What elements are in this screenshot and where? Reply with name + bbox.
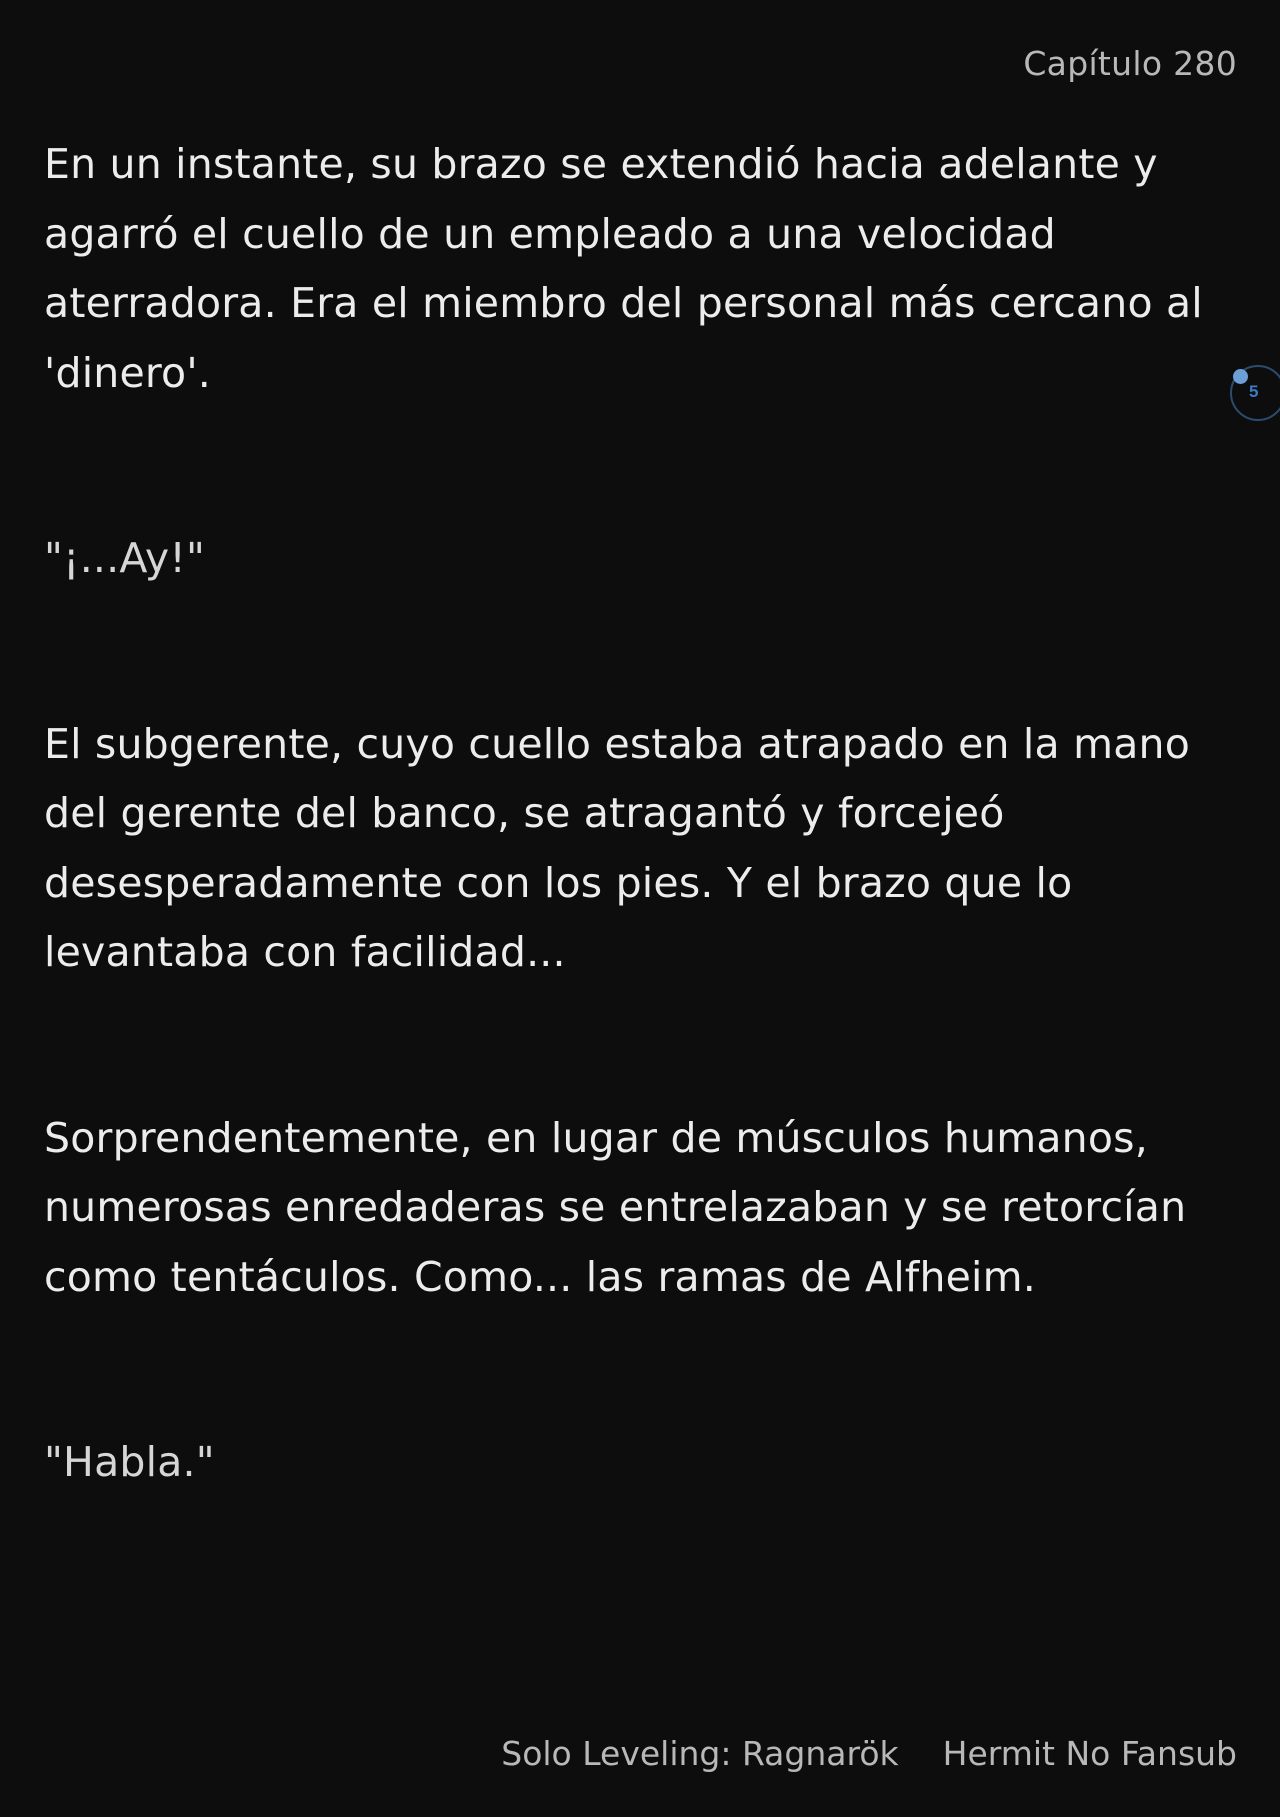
indicator-dot-icon [1233, 369, 1248, 384]
paragraph-1: En un instante, su brazo se extendió hacia adelante y agarró el cuello de un empleado a una velocidad aterradora. Era el miembro del personal más cercano al 'dinero'. [44, 140, 1203, 397]
paragraph-4: Sorprendentemente, en lugar de músculos humanos, numerosas enredaderas se entrelazaban y se retorcían como tentáculos. Como... las ramas de Alfheim. [44, 1113, 1187, 1301]
series-title: Solo Leveling: Ragnarök [501, 1734, 899, 1773]
paragraph-2: "¡...Ay!" [44, 534, 206, 582]
reader-content [44, 130, 1240, 1614]
chapter-title: Capítulo 280 [1023, 44, 1237, 83]
page-indicator-button[interactable] [1230, 365, 1280, 421]
translator-group: Hermit No Fansub [942, 1734, 1237, 1773]
paragraph-3: El subgerente, cuyo cuello estaba atrapado en la mano del gerente del banco, se atragantó y forcejeó desesperadamente con los pies. Y el brazo que lo levantaba con facilidad... [44, 719, 1191, 976]
page-number: 5 [1249, 382, 1259, 401]
footer [501, 1734, 1237, 1773]
paragraph-5: "Habla." [44, 1438, 215, 1486]
